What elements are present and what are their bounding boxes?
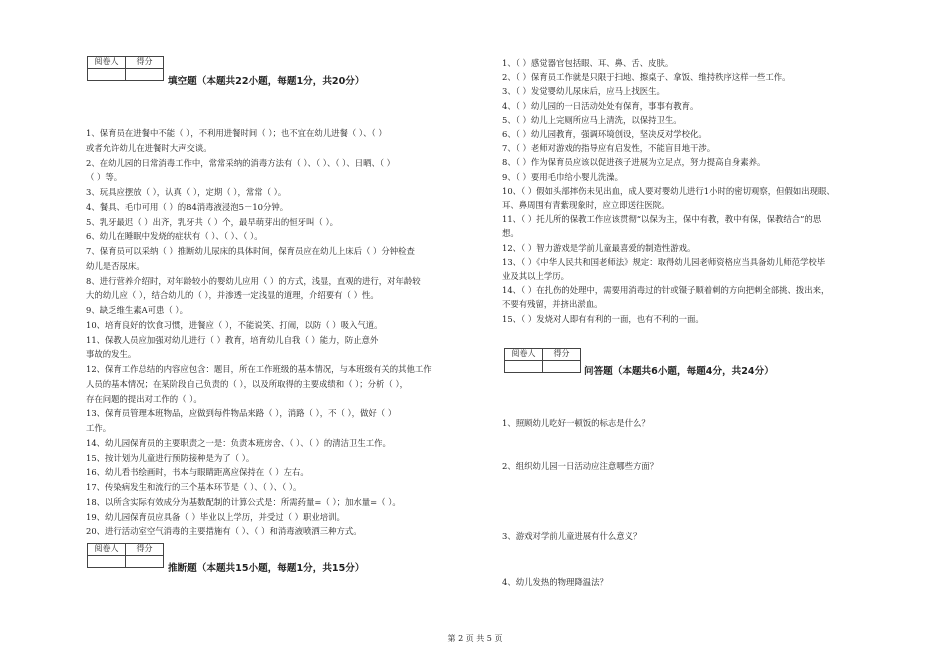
question-line: 10、培育良好的饮食习惯，进餐应（ ），不能说笑、打闹，以防（ ）吸入气道。 (86, 319, 383, 330)
question-line: 耳、鼻周围有青紫现象时，应立即送往医院。 (502, 200, 670, 210)
section2-title: 推断题（本题共15小题，每题1分，共15分） (168, 563, 365, 574)
question-line: 16、幼儿看书绘画时，书本与眼睛距离应保持在（ ）左右。 (86, 467, 309, 478)
reviewer-cell (88, 69, 126, 81)
section3-title: 问答题（本题共6小题，每题4分，共24分） (584, 366, 774, 377)
question-line: 15、（ ）发烧对人即有有利的一面，也有不利的一面。 (502, 313, 704, 324)
question-line: 19、幼儿园保育员应具备（ ）毕业以上学历，并受过（ ）职业培训。 (86, 511, 345, 522)
question-line: 不要有残留，并挤出淤血。 (502, 299, 603, 310)
question-line: 3、玩具应摆放（ ），认真（ ），定期（ ），常常（ ）。 (86, 187, 287, 197)
reviewer-label: 阅卷人 (505, 349, 543, 361)
score-cell (543, 361, 581, 373)
section1-title: 填空题（本题共22小题，每题1分，共20分） (168, 76, 365, 87)
question-line: 13、（ ）《中华人民共和国老师法》规定：取得幼儿园老师资格应当具备幼儿师范学校毕 (502, 256, 826, 267)
question-line: 幼儿是否尿床。 (86, 260, 145, 271)
question-line: 17、传染病发生和流行的三个基本环节是（ ）、（ ）、（ ）。 (86, 482, 302, 492)
question-line: 14、（ ）在扎伤的处理中，需要用消毒过的针或镊子顺着刺的方向把刺全部挑、拨出来， (502, 285, 830, 296)
reviewer-label: 阅卷人 (88, 544, 126, 556)
question-line: 人员的基本情况；在某阶段自己负责的（ ），以及所取得的主要成绩和（ ）；分析（ ）， (86, 378, 409, 389)
question-line: 7、（ ）老师对游戏的指导应有启发性，不能盲目地干涉。 (502, 143, 716, 154)
question-line: 14、幼儿园保育员的主要职责之一是：负责本班房舍、（ ）、（ ）的清洁卫生工作。 (86, 437, 391, 448)
reviewer-cell (505, 361, 543, 373)
question-line: 15、按计划为儿童进行预防接种是为了（ ）。 (86, 452, 255, 463)
question-line: 4、餐具、毛巾可用（ ）的84消毒液浸泡5－10分钟。 (86, 201, 289, 212)
score-cell (126, 556, 164, 568)
question-line: 1、（ ）感觉器官包括眼、耳、鼻、舌、皮肤。 (502, 58, 674, 68)
question-line: 工作。 (86, 423, 112, 433)
score-label: 得分 (543, 349, 581, 361)
question-line: 5、（ ）幼儿上完厕所应马上清洗，以保持卫生。 (502, 114, 682, 125)
question-line: 12、（ ）智力游戏是学前儿童最喜爱的制造性游戏。 (502, 242, 696, 253)
question-line: 8、（ ）作为保育员应该以促进孩子进展为立足点，努力提高自身素养。 (502, 157, 766, 168)
score-cell (126, 69, 164, 81)
question-line: 8、进行营养介绍时，对年龄较小的婴幼儿应用（ ）的方式，浅显，直观的进行，对年龄较 (86, 275, 421, 286)
essay-question-2: 2、组织幼儿园一日活动应注意哪些方面？ (502, 461, 659, 471)
question-line: 11、保教人员应加强对幼儿进行（ ）教育，培育幼儿自我（ ）能力，防止意外 (86, 334, 379, 345)
score-label: 得分 (126, 544, 164, 556)
question-line: 13、保育员管理本班物品，应做到每件物品来路（ ），消路（ ），不（ ），做好（ ） (86, 408, 397, 419)
question-line: 事故的发生。 (86, 349, 137, 360)
question-line: 20、进行活动室空气消毒的主要措施有（ ）、（ ）和消毒液喷洒三种方式。 (86, 526, 362, 537)
question-line: 想。 (502, 228, 519, 239)
question-line: 4、（ ）幼儿园的一日活动处处有保育，事事有教育。 (502, 100, 699, 111)
essay-question-4: 4、幼儿发热的物理降温法？ (502, 577, 608, 587)
question-line: 18、以所含实际有效成分为基数配制的计算公式是：所需药量=（ ）；加水量=（ ）。 (86, 496, 401, 507)
question-line: 10、（ ）假如头部摔伤未见出血，成人要对婴幼儿进行1小时的密切观察，但假如出现眼、 (502, 185, 835, 196)
question-line: 2、在幼儿园的日常消毒工作中，常常采纳的消毒方法有（ ）、（ ）、（ ）、日晒、（ ） (86, 157, 396, 168)
question-line: 业及其以上学历。 (502, 271, 569, 281)
reviewer-label: 阅卷人 (88, 57, 126, 69)
question-line: 12、保育工作总结的内容应包含：题目，所在工作班级的基本情况，与本班级有关的其他工作 (86, 364, 432, 374)
page-footer: 第 2 页 共 5 页 (447, 634, 503, 643)
question-line: 3、（ ）发觉婴幼儿尿床后，应马上找医生。 (502, 86, 665, 97)
question-line: 9、缺乏维生素A可患（ ）。 (86, 305, 188, 315)
question-line: （ ）等。 (86, 172, 123, 183)
reviewer-cell (88, 556, 126, 568)
question-line: 5、乳牙最迟（ ）出齐，乳牙共（ ）个，最早萌芽出的恒牙叫（ ）。 (86, 216, 338, 227)
question-line: 存在问题的提出对工作的（ ）。 (86, 393, 202, 404)
score-box-section2 (87, 543, 164, 568)
question-line: 大的幼儿应（ ），结合幼儿的（ ），并渗透一定浅显的道理，介绍要有（ ）性。 (86, 290, 379, 301)
question-line: 11、（ ）托儿所的保教工作应该贯彻“以保为主，保中有教，教中有保，保教结合”的思 (502, 214, 822, 225)
question-line: 9、（ ）要用毛巾给小婴儿洗澡。 (502, 171, 624, 182)
question-line: 6、（ ）幼儿园教育，强调环境创设，坚决反对学校化。 (502, 129, 707, 139)
question-line: 1、保育员在进餐中不能（ ），不利用进餐时间（ ）；也不宜在幼儿进餐（ ）、（ ） (86, 128, 387, 138)
score-label: 得分 (126, 57, 164, 69)
score-box-section3 (504, 348, 581, 373)
question-line: 7、保育员可以采纳（ ）推断幼儿尿床的具体时间，保育员应在幼儿上床后（ ）分钟检查 (86, 246, 415, 256)
question-line: 2、（ ）保育员工作就是只限于扫地、擦桌子、拿饭、维持秩序这样一些工作。 (502, 72, 791, 83)
essay-question-3: 3、游戏对学前儿童进展有什么意义？ (502, 531, 642, 541)
question-line: 6、幼儿在睡眠中发烧的症状有（ ）、（ ）、（ ）。 (86, 231, 263, 242)
essay-question-1: 1、照顾幼儿吃好一顿饭的标志是什么？ (502, 418, 650, 428)
question-line: 或者允许幼儿在进餐时大声交谈。 (86, 142, 212, 153)
score-box-section1 (87, 56, 164, 81)
